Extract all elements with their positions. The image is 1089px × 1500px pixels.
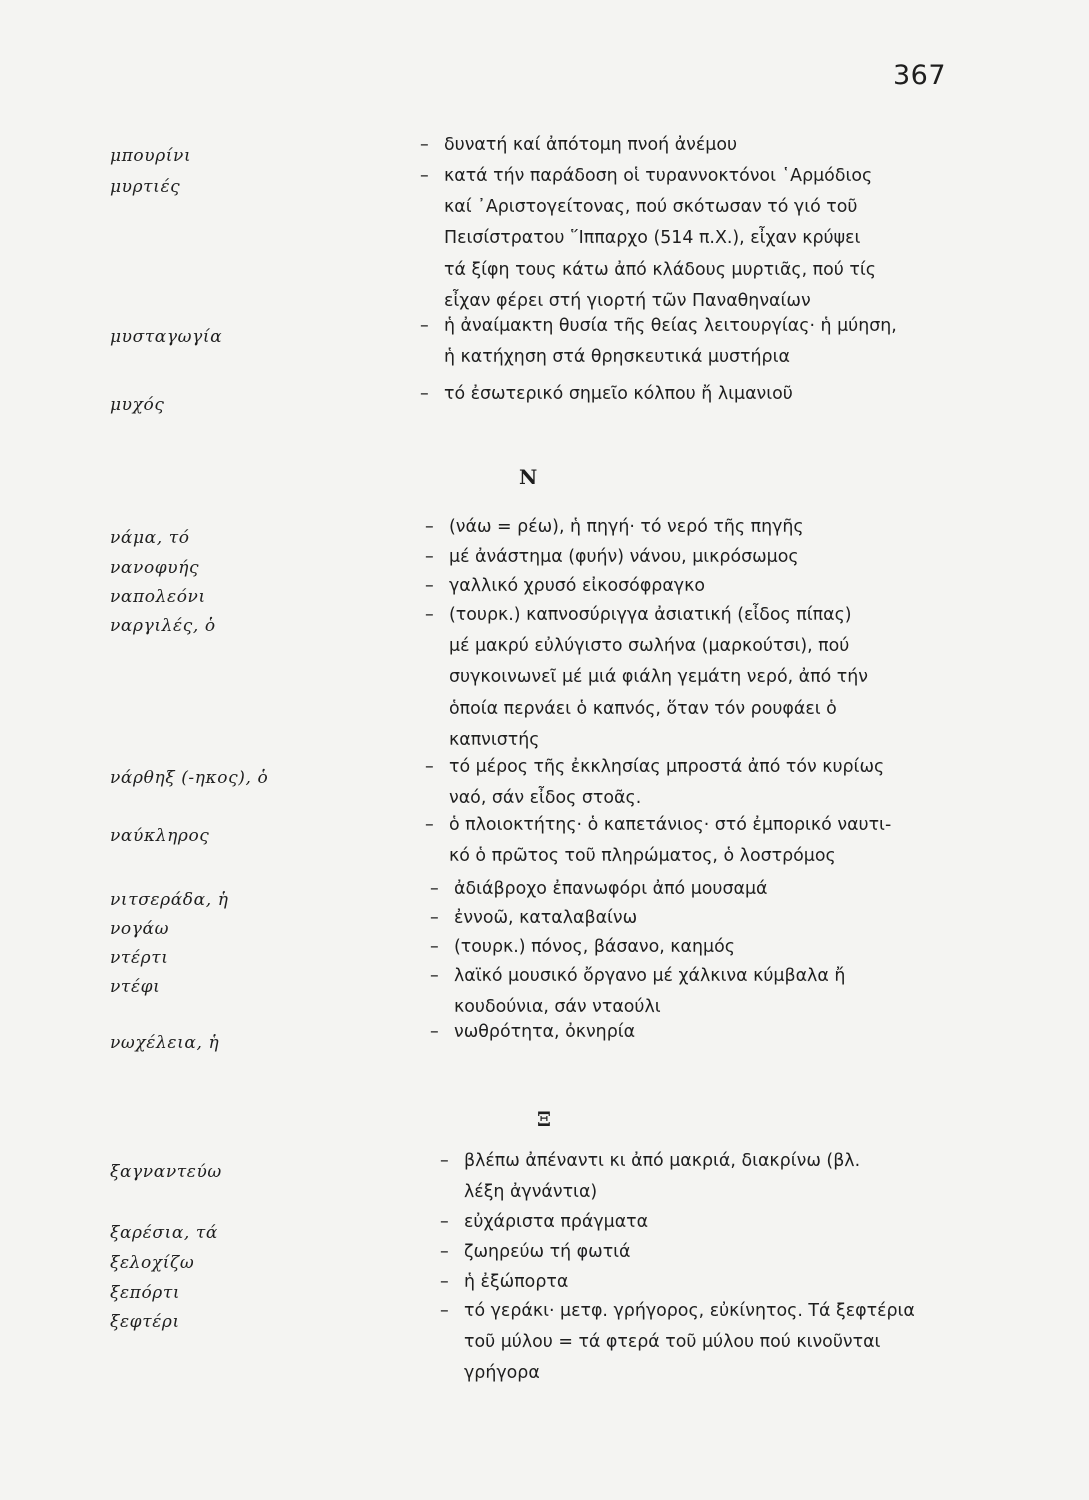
entry-definition: – μέ ἀνάστημα (φυήν) νάνου, μικρόσωμος [425, 547, 799, 567]
entry-definition: – (τουρκ.) πόνος, βάσανο, καημός [430, 937, 735, 957]
entry-definition: – (τουρκ.) καπνοσύριγγα ἀσιατική (εἶδος πίπας) μέ μακρύ εὐλύγιστο σωλήνα (μαρκούτσι), πού συγκοινωνεῖ μέ μιά φιάλη γεμάτη νερό, ἀπό τήν ὁποία περνάει ὁ καπνός, ὅταν τόν ρουφάει ὁ καπνιστής [425, 605, 868, 750]
entry-term: ντέφι [110, 977, 161, 997]
entry-definition: – ἀδιάβροχο ἐπανωφόρι ἀπό μουσαμά [430, 879, 768, 899]
entry-definition: – (νάω = ρέω), ἡ πηγή· τό νερό τῆς πηγῆς [425, 517, 804, 537]
entry-term: ξελοχίζω [110, 1253, 195, 1273]
entry-definition: – ζωηρεύω τή φωτιά [440, 1242, 631, 1262]
entry-definition: – εὐχάριστα πράγματα [440, 1212, 649, 1232]
entry-term: ξαρέσια, τά [110, 1223, 219, 1243]
entry-term: μπουρίνι [110, 146, 192, 166]
entry-term: ξεφτέρι [110, 1312, 180, 1332]
entry-term: νωχέλεια, ἡ [110, 1033, 220, 1053]
entry-definition: – ἡ ἐξώπορτα [440, 1272, 569, 1292]
entry-definition: – κατά τήν παράδοση οἱ τυραννοκτόνοι ῾Αρμόδιος καί ᾿Αριστογείτονας, πού σκότωσαν τό γιό τοῦ Πεισίστρατου ῞Ιππαρχο (514 π.Χ.), εἶχαν κρύψει τά ξίφη τους κάτω ἀπό κλάδους μυρτιᾶς, πού τίς εἶχαν φέρει στή γιορτή τῶν Παναθηναίων [420, 166, 876, 311]
page-number: 367 [893, 60, 947, 91]
entry-term: ναργιλές, ὁ [110, 616, 216, 636]
entry-definition: – δυνατή καί ἀπότομη πνοή ἀνέμου [420, 135, 738, 155]
entry-term: μυχός [110, 395, 165, 415]
entry-definition: – ὁ πλοιοκτήτης· ὁ καπετάνιος· στό ἐμπορικό ναυτι- κό ὁ πρῶτος τοῦ πληρώματος, ὁ λοστρόμος [425, 815, 892, 867]
entry-definition: – ἐννοῶ, καταλαβαίνω [430, 908, 638, 928]
section-letter: Ξ [537, 1107, 552, 1131]
entry-term: νάρθηξ (-ηκος), ὁ [110, 768, 269, 788]
entry-definition: – νωθρότητα, ὀκνηρία [430, 1022, 636, 1042]
entry-definition: – γαλλικό χρυσό εἰκοσόφραγκο [425, 576, 705, 596]
entry-definition: – τό γεράκι· μετφ. γρήγορος, εὐκίνητος. Τά ξεφτέρια τοῦ μύλου = τά φτερά τοῦ μύλου πού κινοῦνται γρήγορα [440, 1301, 915, 1384]
entry-term: νάμα, τό [110, 528, 190, 548]
entry-term: ναπολεόνι [110, 587, 206, 607]
entry-definition: – ἡ ἀναίμακτη θυσία τῆς θείας λειτουργίας· ἡ μύηση, ἡ κατήχηση στά θρησκευτικά μυστήρια [420, 316, 897, 368]
entry-term: ξαγναντεύω [110, 1162, 222, 1182]
entry-term: ξεπόρτι [110, 1283, 181, 1303]
entry-term: νιτσεράδα, ἡ [110, 890, 229, 910]
section-letter: Ν [519, 465, 538, 489]
entry-term: ναύκληρος [110, 826, 210, 846]
entry-term: μυσταγωγία [110, 327, 223, 347]
entry-definition: – βλέπω ἀπέναντι κι ἀπό μακριά, διακρίνω (βλ. λέξη ἀγνάντια) [440, 1151, 861, 1203]
entry-definition: – λαϊκό μουσικό ὄργανο μέ χάλκινα κύμβαλα ἤ κουδούνια, σάν νταούλι [430, 966, 846, 1018]
entry-term: νογάω [110, 919, 170, 939]
entry-term: μυρτιές [110, 177, 181, 197]
entry-term: νανοφυής [110, 558, 200, 578]
entry-term: ντέρτι [110, 948, 169, 968]
entry-definition: – τό ἐσωτερικό σημεῖο κόλπου ἤ λιμανιοῦ [420, 384, 793, 404]
entry-definition: – τό μέρος τῆς ἐκκλησίας μπροστά ἀπό τόν κυρίως ναό, σάν εἶδος στοᾶς. [425, 757, 885, 809]
